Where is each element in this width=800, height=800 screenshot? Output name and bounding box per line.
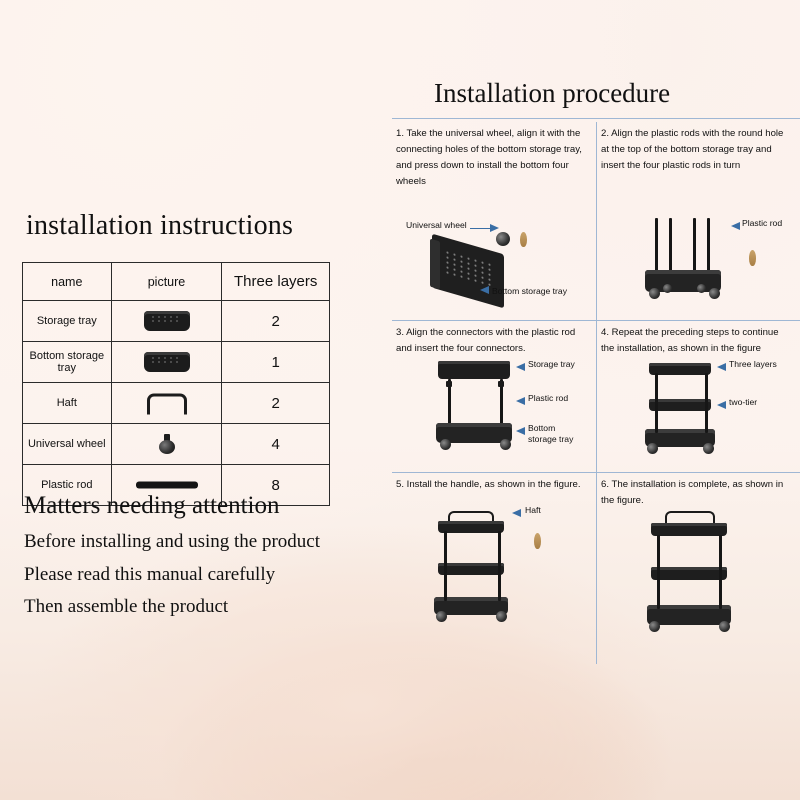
step-4 xyxy=(597,321,800,472)
header-name: name xyxy=(23,263,112,301)
step-2 xyxy=(597,122,800,320)
caster-icon xyxy=(496,611,507,622)
label-storage-tray: Storage tray xyxy=(528,359,575,369)
caster-icon xyxy=(697,284,706,293)
step-6-illustration xyxy=(597,509,800,659)
storage-tray-shape xyxy=(438,361,510,379)
label-two-tier: two-tier xyxy=(729,397,758,407)
part-qty: 2 xyxy=(222,301,330,342)
caster-icon xyxy=(703,443,714,454)
wheel-stem-icon xyxy=(520,232,527,247)
divider-top xyxy=(392,118,800,119)
post xyxy=(657,535,660,609)
storage-tray-icon xyxy=(115,303,219,339)
label-bottom-storage-tray: Bottom storage tray xyxy=(528,423,574,444)
attention-line-1: Before installing and using the product xyxy=(24,531,321,552)
attention-line-2: Please read this manual carefully xyxy=(24,564,276,585)
post xyxy=(719,535,722,609)
table-row xyxy=(23,424,330,465)
universal-wheel-icon xyxy=(115,426,219,462)
header-picture: picture xyxy=(111,263,222,301)
caster-icon xyxy=(709,288,720,299)
arrow-icon xyxy=(516,427,525,435)
arrow-icon xyxy=(480,286,489,294)
label-universal-wheel: Universal wheel xyxy=(406,220,467,230)
arrow-icon xyxy=(717,401,726,409)
part-name: Storage tray xyxy=(23,301,112,342)
shelf-top xyxy=(649,363,711,375)
label-three-layers: Three layers xyxy=(729,359,777,369)
plastic-rod-post xyxy=(655,373,658,433)
arrow-icon xyxy=(731,222,740,230)
haft-part-icon xyxy=(534,533,541,549)
bottom-storage-tray-icon xyxy=(115,344,219,380)
arrow-icon xyxy=(516,363,525,371)
step-4-text: 4. Repeat the preceding steps to continue the installation, as shown in the figure xyxy=(601,327,779,354)
shelf-top xyxy=(438,521,504,533)
plastic-rod-post xyxy=(707,218,710,274)
plastic-rod-post xyxy=(705,373,708,433)
step-1-text: 1. Take the universal wheel, align it with the connecting holes of the bottom storage tray, and press down to install the bottom four wheels xyxy=(396,128,582,187)
arrow-icon xyxy=(490,224,499,232)
label-plastic-rod: Plastic rod xyxy=(742,218,783,228)
installation-procedure-title: Installation procedure xyxy=(434,78,671,108)
caster-icon xyxy=(719,621,730,632)
step-6-text: 6. The installation is complete, as shown in the figure. xyxy=(601,479,784,506)
label-bottom-storage-tray: Bottom storage tray xyxy=(492,286,567,296)
step-5-illustration xyxy=(392,505,596,659)
plastic-rod-post xyxy=(669,218,672,274)
step-1 xyxy=(392,122,596,320)
part-qty: 8 xyxy=(222,465,330,506)
caster-icon xyxy=(440,439,451,450)
caster-icon xyxy=(649,288,660,299)
header-three-layers: Three layers xyxy=(222,263,330,301)
step-4-illustration xyxy=(597,359,800,471)
connector-icon xyxy=(498,381,504,387)
caster-icon xyxy=(649,621,660,632)
universal-wheel-icon xyxy=(496,232,510,246)
attention-line-3: Then assemble the product xyxy=(24,596,229,617)
shelf-middle xyxy=(438,563,504,575)
arrow-icon xyxy=(717,363,726,371)
shelf-middle xyxy=(649,399,711,411)
label-plastic-rod: Plastic rod xyxy=(528,393,569,403)
step-6 xyxy=(597,473,800,664)
shelf-top xyxy=(651,523,727,536)
step-3-illustration xyxy=(392,359,596,471)
tray-side xyxy=(430,239,440,290)
arrow-icon xyxy=(516,397,525,405)
step-2-text: 2. Align the plastic rods with the round hole at the top of the bottom storage tray and insert the four plastic rods in turn xyxy=(601,128,784,171)
post xyxy=(498,531,501,601)
part-name: Universal wheel xyxy=(23,424,112,465)
post xyxy=(444,531,447,601)
plastic-rod-post xyxy=(693,218,696,274)
plastic-rod-icon xyxy=(749,250,756,266)
label-haft: Haft xyxy=(525,505,541,515)
connector-icon xyxy=(446,381,452,387)
caster-icon xyxy=(500,439,511,450)
step-5-text: 5. Install the handle, as shown in the figure. xyxy=(396,479,581,490)
leader-line xyxy=(470,228,492,229)
part-name: Haft xyxy=(23,383,112,424)
steps-grid xyxy=(392,122,800,664)
part-qty: 2 xyxy=(222,383,330,424)
step-5 xyxy=(392,473,596,664)
attention-title: Matters needing attention xyxy=(24,492,280,519)
plastic-rod-post xyxy=(655,218,658,274)
part-qty: 1 xyxy=(222,342,330,383)
step-3-text: 3. Align the connectors with the plastic rod and insert the four connectors. xyxy=(396,327,576,354)
left-title: installation instructions xyxy=(26,210,294,241)
part-qty: 4 xyxy=(222,424,330,465)
arrow-icon xyxy=(512,509,521,517)
parts-table xyxy=(22,262,330,506)
part-name: Bottom storage tray xyxy=(23,342,112,383)
table-row xyxy=(23,342,330,383)
step-3 xyxy=(392,321,596,472)
part-name: Plastic rod xyxy=(23,465,112,506)
table-row xyxy=(23,301,330,342)
table-header-row xyxy=(23,263,330,301)
caster-icon xyxy=(647,443,658,454)
caster-icon xyxy=(663,284,672,293)
step-2-illustration xyxy=(597,214,800,314)
caster-icon xyxy=(436,611,447,622)
shelf-middle xyxy=(651,567,727,580)
step-1-illustration xyxy=(392,222,596,314)
haft-icon xyxy=(115,385,219,421)
table-row xyxy=(23,383,330,424)
